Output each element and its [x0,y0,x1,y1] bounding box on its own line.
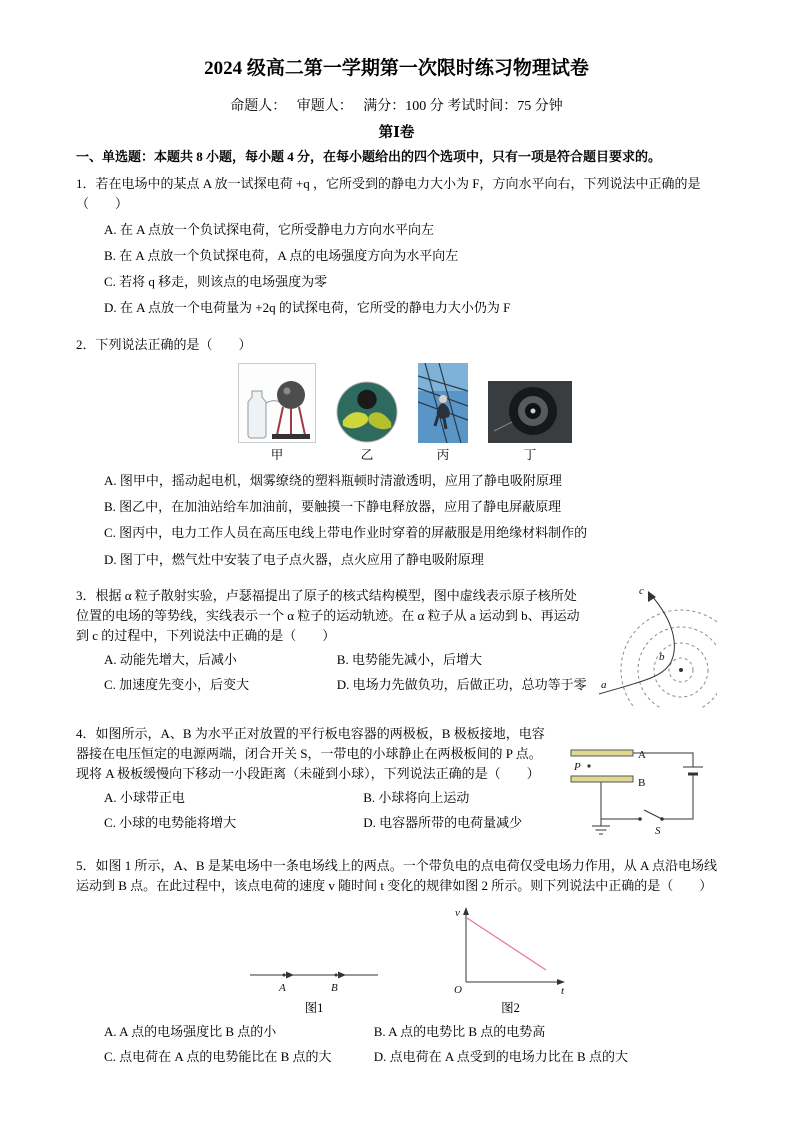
figure-label-ding: 丁 [523,447,537,462]
label-a: A [279,981,286,994]
capacitor-plate-a [571,750,633,756]
switch-lever [644,810,662,819]
option-b: B. A 点的电势比 B 点的电势高 [373,1024,546,1040]
label-b: b [659,650,665,663]
field-line-diagram [244,957,384,997]
question-5-figures [244,902,717,1018]
circuit-wires [601,753,693,819]
section-intro: 一、单选题：本题共 8 小题，每小题 4 分，在每小题给出的四个选项中，只有一项是符合题目要求的。 [76,148,662,164]
option-c: C. 小球的电势能将增大 [104,815,237,831]
label-v: v [455,906,460,919]
option-b: B. 电势能先减小，后增大 [336,652,482,668]
capacitor-circuit-figure [559,720,717,840]
v-axis-arrow [463,907,469,915]
point-b-dot [335,973,338,976]
alpha-trajectory [599,595,674,694]
figure-label-yi: 乙 [360,447,374,462]
plastic-bottle [248,391,266,438]
label-plate-b: B [638,776,646,789]
option-a: A. 动能先增大，后减小 [104,652,237,668]
question-3 [76,586,717,708]
question-2-figures [238,363,717,465]
velocity-line [467,918,546,970]
worker-head [439,395,447,403]
trajectory-arrowhead [648,591,656,602]
question-5-stem: 5．如图 1 所示，A、B 是某电场中一条电场线上的两点。一个带负电的点电荷仅受电场力作用，从 A 点沿电场线运动到 B 点。在此过程中，该点电荷的速度 v 随时间 t 变化的规律如图 2 所示。则下列说法中正确的是（ ） [76,857,717,893]
switch-contact-left [638,817,642,821]
question-4-stem: 4．如图所示，A、B 为水平正对放置的平行板电容器的两极板，B 极板接地，电容器接在电压恒定的电源两端，闭合开关 S，一带电的小球静止在两极板间的 P 点。现将 A 极板缓慢向下移动一小段距离（未碰到小球），下列说法正确的是（ ） [76,725,545,781]
question-5-options [76,1022,717,1067]
question-3-stem: 3．根据 α 粒子散射实验，卢瑟福提出了原子的核式结构模型，图中虚线表示原子核所处位置的电场的等势线，实线表示一个 α 粒子的运动轨迹。在 α 粒子从 a 运动到 b、再运动到 c 的过程中，下列说法中正确的是（ ） [76,587,580,643]
question-2-stem: 2．下列说法正确的是（ ） [76,336,252,352]
option-d: D. 图丁中，燃气灶中安装了电子点火器，点火应用了静电吸附原理 [104,551,484,567]
field-arrow-2 [338,971,346,978]
question-1 [76,174,717,319]
option-a: A. A 点的电场强度比 B 点的小 [104,1024,277,1040]
label-switch-s: S [655,824,661,837]
label-o: O [454,983,462,996]
figure-static-discharger [336,381,398,465]
question-1-options [76,220,717,319]
nucleus-dot [679,668,683,672]
field-line-figure [244,957,384,1018]
question-2 [76,335,717,570]
capacitor-plate-b [571,776,633,782]
option-c: C. 若将 q 移走，则该点的电场强度为零 [104,274,328,290]
option-d: D. 点电荷在 A 点受到的电场力比在 B 点的大 [373,1049,628,1065]
label-c: c [639,584,644,597]
option-d: D. 在 A 点放一个电荷量为 +2q 的试探电荷，它所受的静电力大小仍为 F [104,300,511,316]
option-c: C. 图丙中，电力工作人员在高压电线上带电作业时穿着的屏蔽服是用绝缘材料制作的 [104,525,588,541]
volume-heading: 第Ⅰ卷 [378,125,415,142]
option-b: B. 图乙中，在加油站给车加油前，要触摸一下静电释放器，应用了静电屏蔽原理 [104,499,562,515]
generator-base [272,434,310,439]
option-a: A. 小球带正电 [104,790,185,806]
question-4 [76,724,717,840]
page-title: 2024 级高二第一学期第一次限时练习物理试卷 [204,58,589,79]
gas-stove-image [488,381,572,443]
powerline-worker-image [418,363,468,443]
figure-label-jia: 甲 [270,447,284,462]
question-1-stem: 1．若在电场中的某点 A 放一试探电荷 +q ，它所受到的静电力大小为 F，方向水平向右，下列说法中正确的是（ ） [76,175,701,211]
label-t: t [561,984,565,997]
question-5 [76,856,717,1068]
vt-graph [448,902,573,997]
figure-1-caption: 图1 [304,1000,324,1015]
igniter-tip [531,408,536,413]
option-b: B. 在 A 点放一个负试探电荷，A 点的电场强度方向为水平向左 [104,248,459,264]
figure-2-caption: 图2 [501,1000,520,1015]
point-a-dot [283,973,286,976]
static-discharger-image [336,381,398,443]
option-a: A. 在 A 点放一个负试探电荷，它所受静电力方向水平向左 [104,222,435,238]
option-d: D. 电容器所带的电荷量减少 [363,815,523,831]
equipotential-lines [621,610,717,708]
alpha-scattering-figure [597,582,717,708]
figure-label-bing: 丙 [436,447,450,462]
generator-sphere [277,381,305,409]
figure-electrostatic-generator [238,363,316,465]
figure-powerline-worker [418,363,468,465]
label-a: a [601,678,607,691]
charged-ball-point [587,764,590,767]
option-c: C. 点电荷在 A 点的电势能比在 B 点的大 [104,1049,332,1065]
discharger-pad [357,389,376,408]
ground-symbol [592,819,610,834]
label-b: B [331,981,338,994]
label-p: P [574,760,581,773]
sphere-highlight [284,387,291,394]
exam-meta: 命题人： 审题人： 满分：100 分 考试时间：75 分钟 [230,99,563,115]
option-d: D. 电场力先做负功，后做正功，总功等于零 [336,677,587,693]
figure-gas-stove [488,381,572,465]
question-3-options [76,650,589,695]
electrostatic-generator-image [238,363,316,443]
label-plate-a: A [638,748,646,761]
question-2-options [76,471,717,570]
question-4-options [76,788,551,833]
option-b: B. 小球将向上运动 [363,790,470,806]
vt-graph-figure [448,902,573,1018]
option-a: A. 图甲中，摇动起电机，烟雾缭绕的塑料瓶顿时清澈透明，应用了静电吸附原理 [104,473,562,489]
field-arrow-1 [286,971,294,978]
option-c: C. 加速度先变小，后变大 [104,677,250,693]
